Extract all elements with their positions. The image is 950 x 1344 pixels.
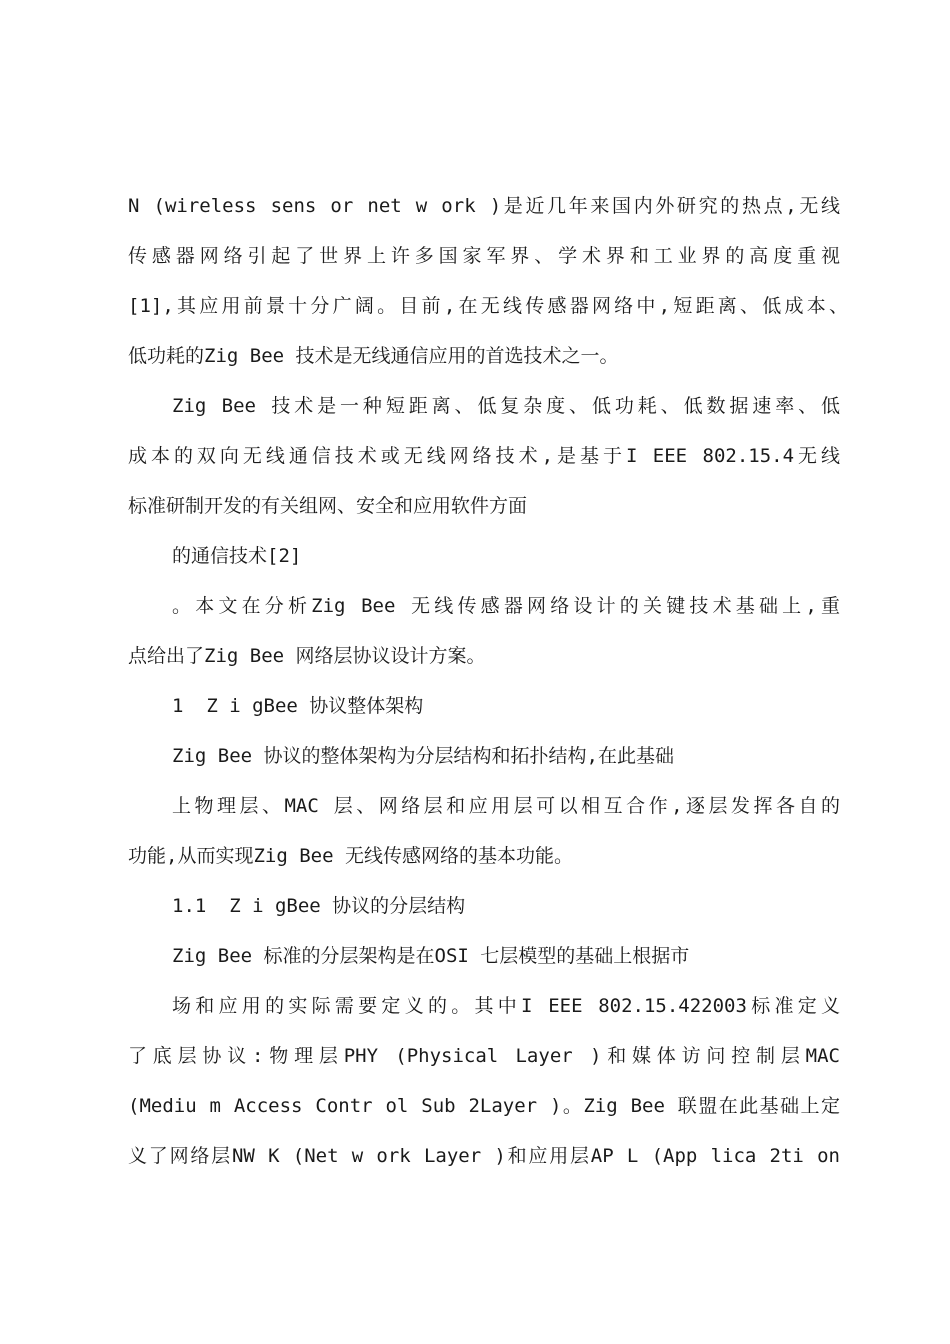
text-line: 上物理层、MAC 层、网络层和应用层可以相互合作,逐层发挥各自的 (172, 795, 840, 817)
text-line: Zig Bee 标准的分层架构是在OSI 七层模型的基础上根据市 (172, 945, 690, 967)
text-line: 。本文在分析Zig Bee 无线传感器网络设计的关键技术基础上,重 (172, 595, 840, 617)
text-line: Zig Bee 协议的整体架构为分层结构和拓扑结构,在此基础 (172, 745, 674, 767)
text-line: 的通信技术[2] (172, 545, 302, 567)
text-line: 点给出了Zig Bee 网络层协议设计方案。 (128, 645, 486, 667)
text-line: 低功耗的Zig Bee 技术是无线通信应用的首选技术之一。 (128, 345, 619, 367)
text-line: 了底层协议:物理层PHY (Physical Layer )和媒体访问控制层MAC (128, 1045, 840, 1067)
text-line: Zig Bee 技术是一种短距离、低复杂度、低功耗、低数据速率、低 (172, 395, 840, 417)
section-heading: 1 Z i gBee 协议整体架构 (172, 695, 424, 717)
text-line: 成本的双向无线通信技术或无线网络技术,是基于I EEE 802.15.4无线 (128, 445, 840, 467)
text-line: 场和应用的实际需要定义的。其中I EEE 802.15.422003标准定义 (172, 995, 840, 1017)
text-line: (Mediu m Access Contr ol Sub 2Layer )。Zig Bee 联盟在此基础上定 (128, 1095, 840, 1117)
text-line: 功能,从而实现Zig Bee 无线传感网络的基本功能。 (128, 845, 573, 867)
text-line: 义了网络层NW K (Net w ork Layer )和应用层AP L (App lica 2ti on (128, 1145, 840, 1167)
text-line: [1],其应用前景十分广阔。目前,在无线传感器网络中,短距离、低成本、 (128, 295, 848, 317)
subsection-heading: 1.1 Z i gBee 协议的分层结构 (172, 895, 466, 917)
text-line: 传感器网络引起了世界上许多国家军界、学术界和工业界的高度重视 (128, 245, 840, 267)
text-line: N (wireless sens or net w ork )是近几年来国内外研究的热点,无线 (128, 195, 840, 217)
text-line: 标准研制开发的有关组网、安全和应用软件方面 (128, 495, 528, 517)
